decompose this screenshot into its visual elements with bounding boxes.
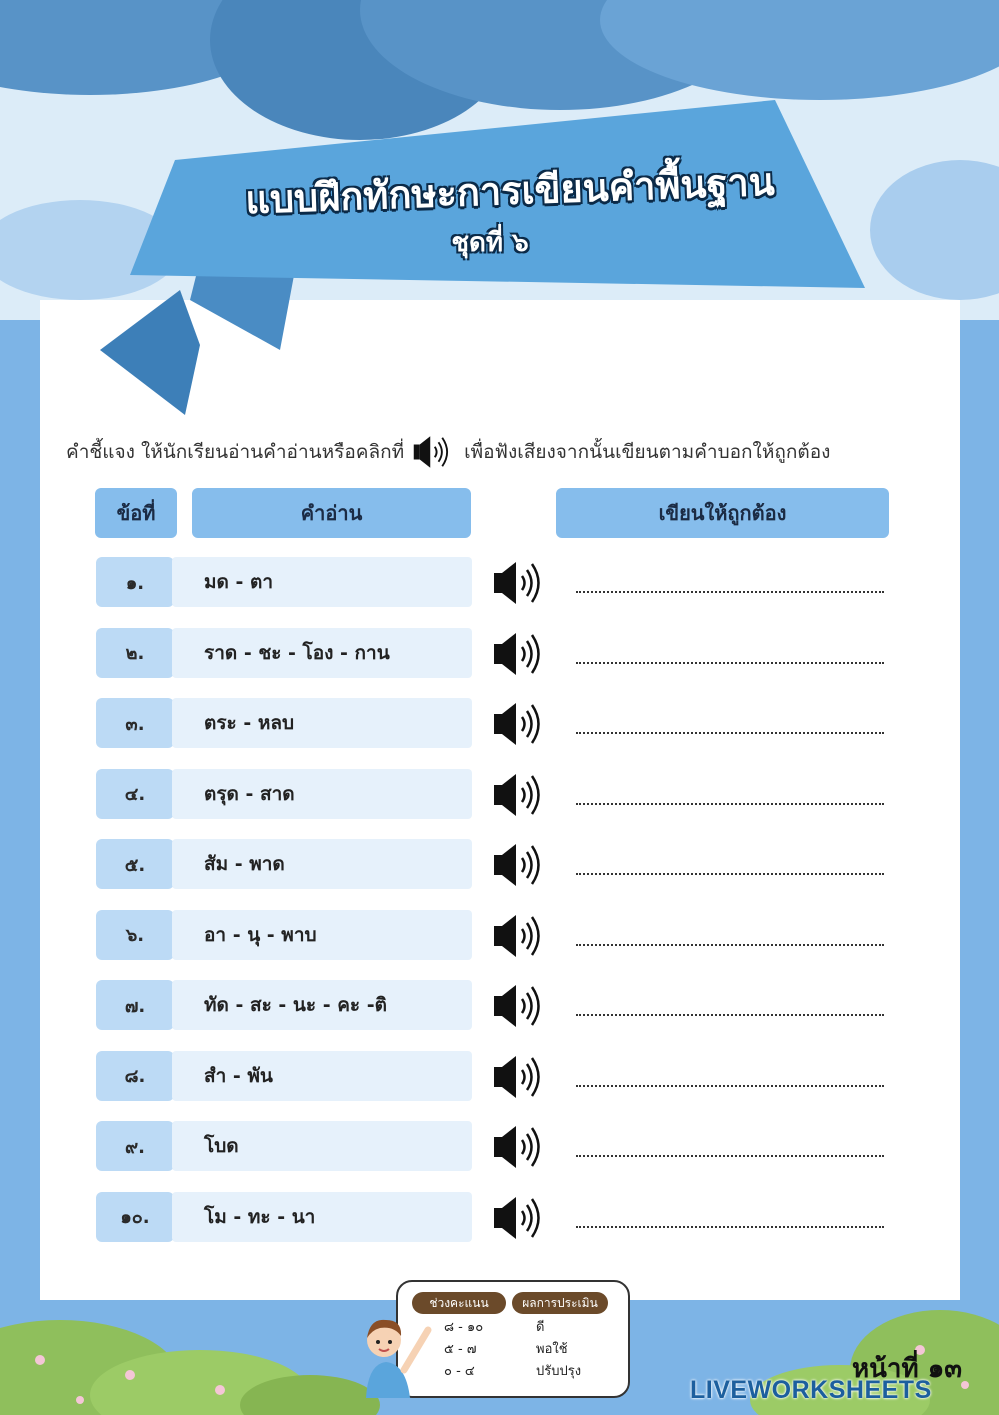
speaker-icon[interactable] [492, 841, 550, 889]
table-row [96, 1121, 976, 1171]
score-result: ปรับปรุง [536, 1364, 582, 1379]
table-row [96, 1051, 976, 1101]
page-number: หน้าที่ ๑๓ [852, 1354, 962, 1384]
item-number: ๑๐. [96, 1192, 174, 1242]
speaker-icon[interactable] [492, 700, 550, 748]
header-reading: คำอ่าน [192, 488, 471, 538]
item-number: ๓. [96, 698, 174, 748]
answer-field[interactable] [576, 591, 884, 593]
answer-field[interactable] [576, 1155, 884, 1157]
reading-cell: โม - ทะ - นา [172, 1192, 472, 1242]
item-number: ๕. [96, 839, 174, 889]
header-number: ข้อที่ [95, 488, 177, 538]
score-range: ๕ - ๗ [444, 1342, 477, 1357]
answer-field[interactable] [576, 1085, 884, 1087]
item-number: ๒. [96, 628, 174, 678]
reading-cell: อา - นุ - พาบ [172, 910, 472, 960]
table-row [96, 628, 976, 678]
speaker-icon[interactable] [492, 1053, 550, 1101]
item-number: ๔. [96, 769, 174, 819]
table-row [96, 769, 976, 819]
reading-cell: มด - ตา [172, 557, 472, 607]
answer-field[interactable] [576, 662, 884, 664]
liveworksheets-logo: LIVEWORKSHEETS [690, 1376, 932, 1404]
table-row [96, 910, 976, 960]
table-row [96, 698, 976, 748]
score-result: พอใช้ [536, 1342, 568, 1357]
instruction-before: คำชี้แจง ให้นักเรียนอ่านคำอ่านหรือคลิกที่ [66, 441, 405, 463]
table-row [96, 1192, 976, 1242]
speaker-icon[interactable] [492, 1194, 550, 1242]
instruction-after: เพื่อฟังเสียงจากนั้นเขียนตามคำบอกให้ถูกต้อง [464, 441, 831, 463]
reading-cell: ตระ - หลบ [172, 698, 472, 748]
header-answer: เขียนให้ถูกต้อง [556, 488, 889, 538]
answer-field[interactable] [576, 1226, 884, 1228]
answer-field[interactable] [576, 1014, 884, 1016]
reading-cell: ทัด - สะ - นะ - คะ -ติ [172, 980, 472, 1030]
speaker-icon[interactable] [492, 1123, 550, 1171]
item-number: ๙. [96, 1121, 174, 1171]
score-header-result: ผลการประเมิน [512, 1292, 608, 1314]
reading-cell: ตรุด - สาด [172, 769, 472, 819]
answer-field[interactable] [576, 732, 884, 734]
item-number: ๑. [96, 557, 174, 607]
table-row [96, 557, 976, 607]
page-subtitle: ชุดที่ ๖ [451, 228, 529, 258]
speaker-icon[interactable] [492, 559, 550, 607]
answer-field[interactable] [576, 873, 884, 875]
reading-cell: สัม - พาด [172, 839, 472, 889]
speaker-icon [412, 434, 456, 470]
child-illustration [356, 1312, 436, 1398]
item-number: ๘. [96, 1051, 174, 1101]
score-range: ๐ - ๔ [444, 1364, 475, 1379]
speaker-icon[interactable] [492, 982, 550, 1030]
reading-cell: โบด [172, 1121, 472, 1171]
page-title: แบบฝึกทักษะการเขียนคำพื้นฐาน [244, 159, 776, 223]
item-number: ๗. [96, 980, 174, 1030]
score-result: ดี [536, 1320, 545, 1335]
reading-cell: ราด - ชะ - โอง - กาน [172, 628, 472, 678]
speaker-icon[interactable] [492, 630, 550, 678]
table-row [96, 980, 976, 1030]
table-row [96, 839, 976, 889]
score-header-range: ช่วงคะแนน [412, 1292, 506, 1314]
item-number: ๖. [96, 910, 174, 960]
instruction-text [66, 434, 946, 470]
speaker-icon[interactable] [492, 771, 550, 819]
reading-cell: สำ - พัน [172, 1051, 472, 1101]
answer-field[interactable] [576, 803, 884, 805]
score-range: ๘ - ๑๐ [444, 1320, 484, 1335]
speaker-icon[interactable] [492, 912, 550, 960]
answer-field[interactable] [576, 944, 884, 946]
